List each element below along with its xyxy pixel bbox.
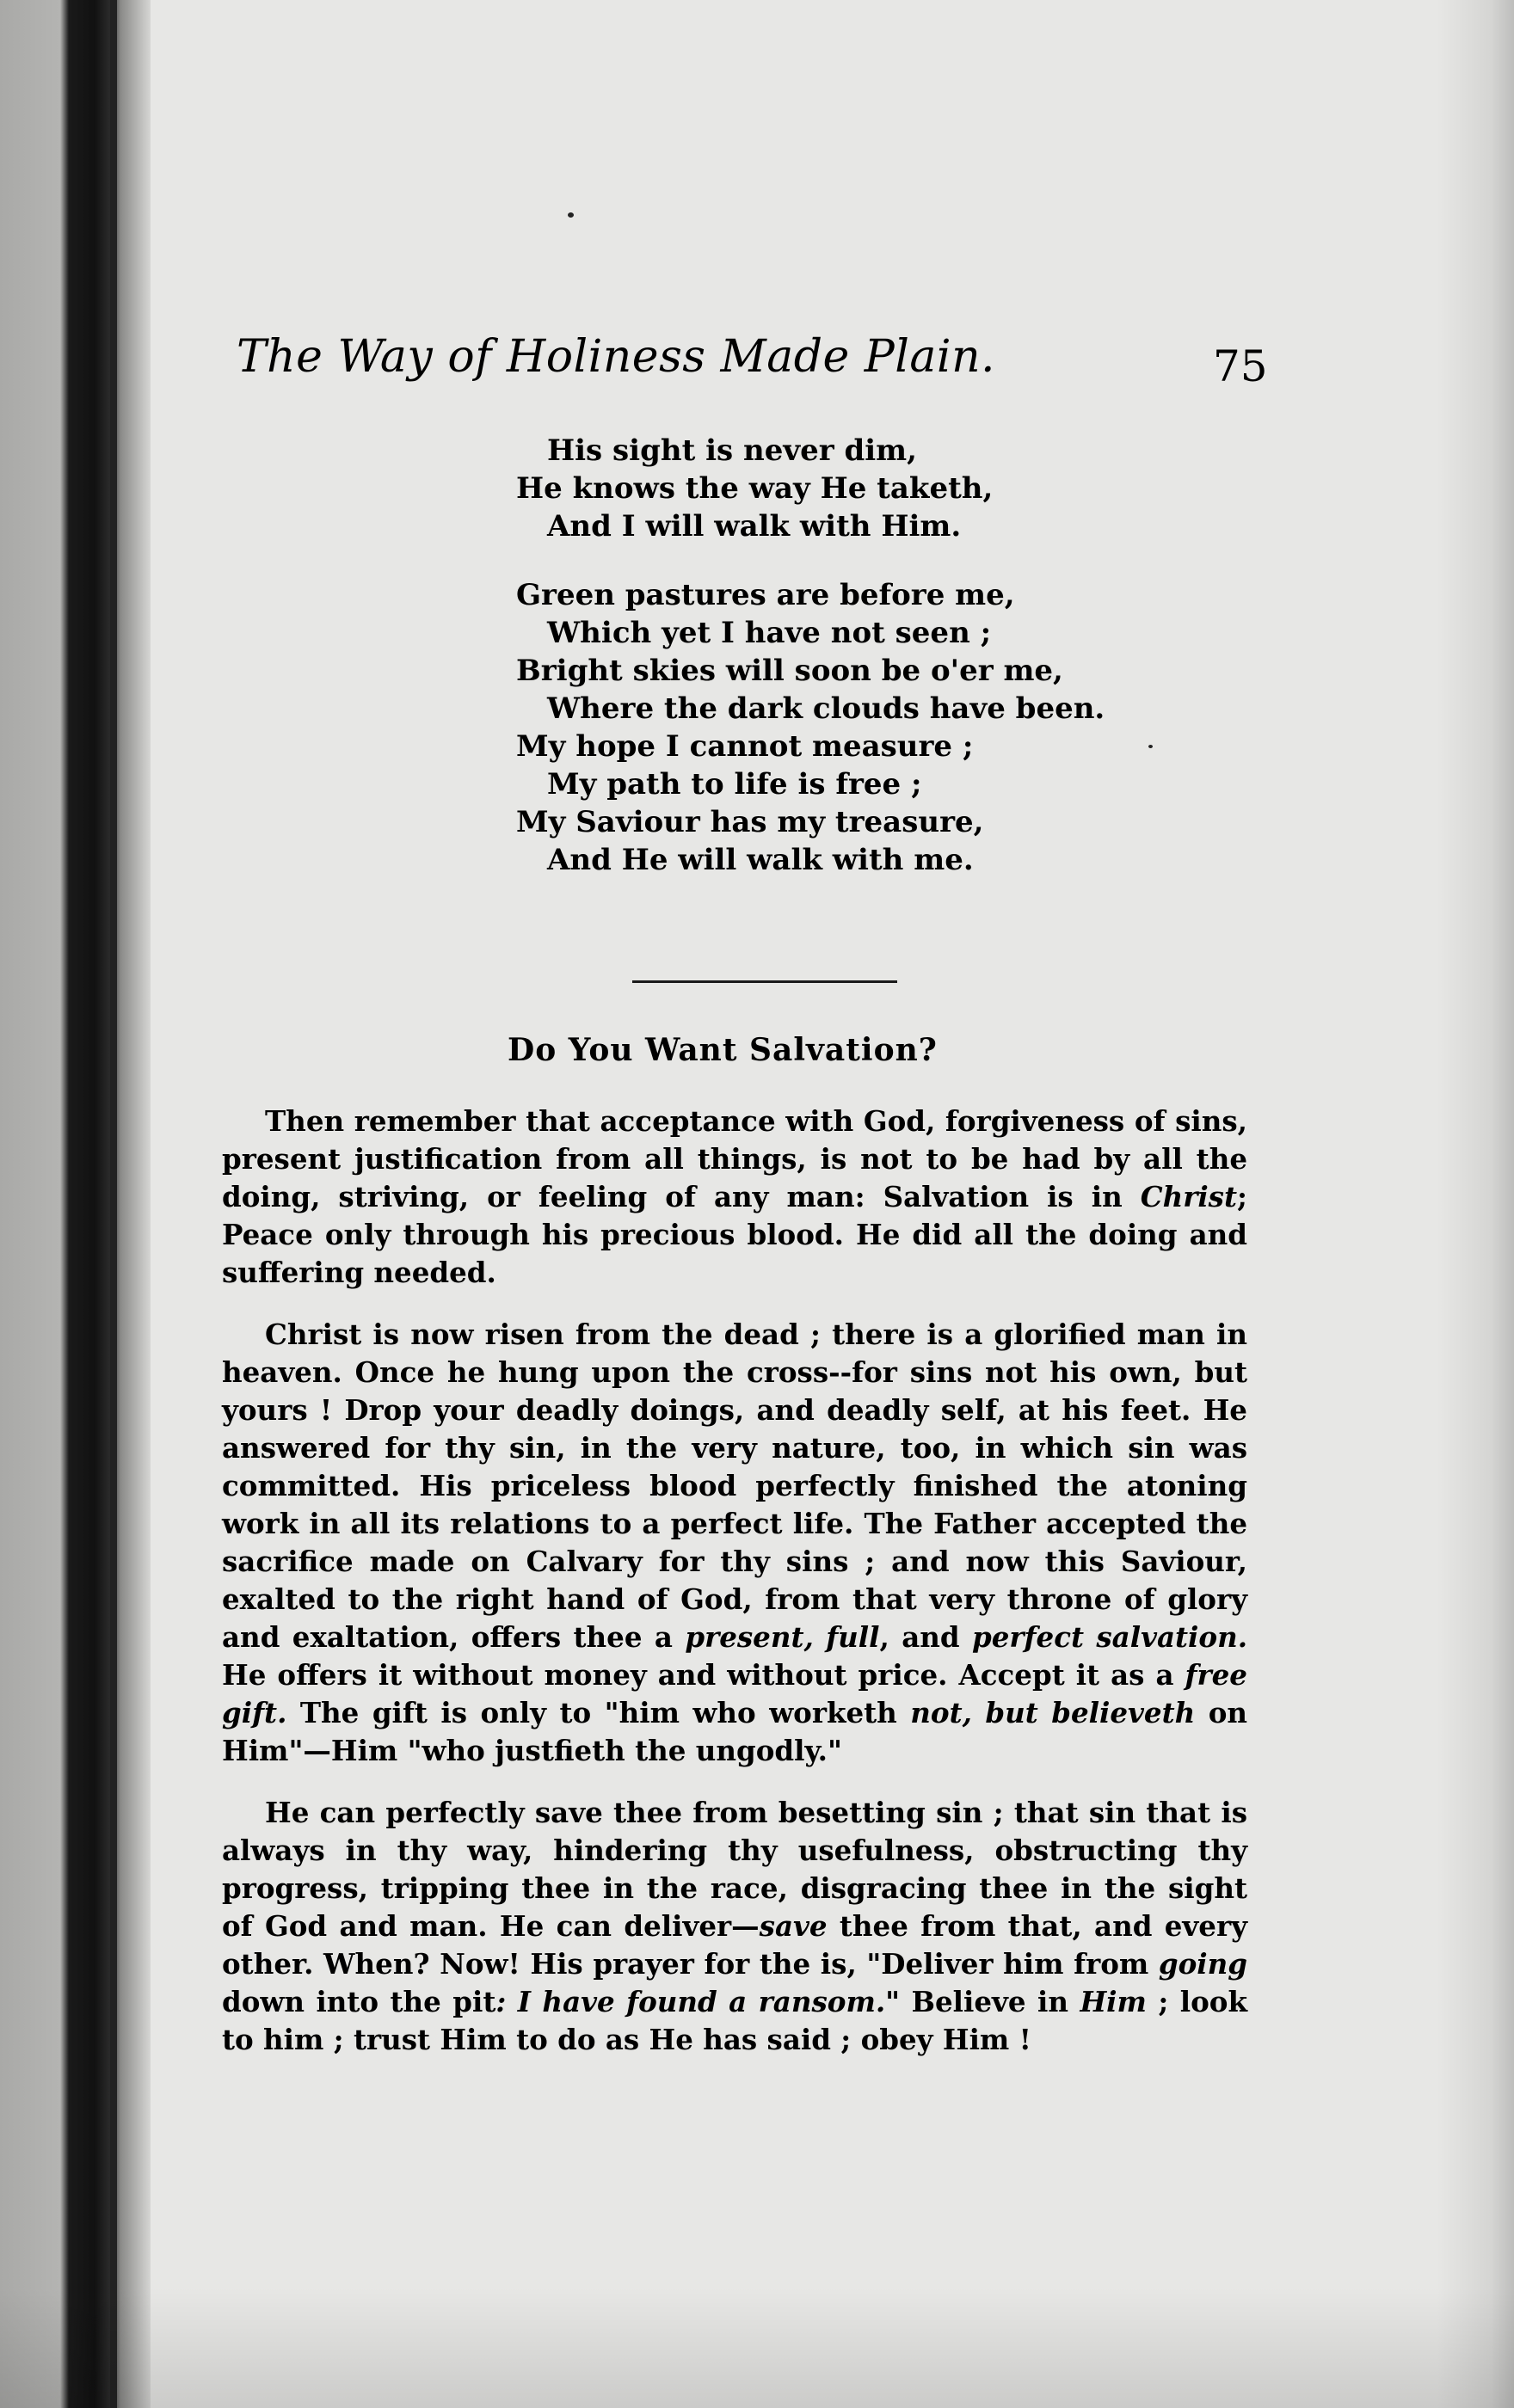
paragraph <box>222 1794 1247 2059</box>
text-run: " Believe in <box>885 1985 1080 2018</box>
italic-run: not, but believeth <box>910 1696 1196 1729</box>
italic-run: free gift. <box>222 1658 1247 1729</box>
italic-run: Christ <box>1140 1180 1237 1213</box>
text-run: ; Peace only through his precious blood. He did all the doing and suffering needed. <box>222 1180 1247 1289</box>
poem-line: Which yet I have not seen ; <box>547 616 992 650</box>
poem-line: Bright skies will soon be o'er me, <box>516 654 1063 688</box>
poem-line: And I will walk with Him. <box>547 509 962 544</box>
italic-run: Him <box>1080 1985 1147 2018</box>
text-run: The gift is only to "him who worketh <box>286 1696 911 1729</box>
poem-line: He knows the way He taketh, <box>516 471 994 506</box>
section-body <box>222 1103 1247 2083</box>
scan-speck <box>1148 745 1153 748</box>
section-heading: Do You Want Salvation? <box>508 1032 938 1068</box>
text-run: on Him"—Him "who justfieth the ungodly." <box>222 1696 1248 1767</box>
italic-run: save <box>759 1909 828 1943</box>
text-run: down into the pit <box>222 1985 496 2018</box>
running-title: The Way of Holiness Made Plain. <box>237 331 996 383</box>
text-run: Christ is now risen from the dead ; there is a glorified man in heaven. Once he hung upon the cross--for sins not his own, but yours ! Drop your deadly doings, and deadly self, at his feet. He answered for thy sin, in the very nature, too, in which sin was committed. His priceless blood perfectly finished the atoning work in all its relations to a perfect life. The Father accepted the sacrifice made on Calvary for thy sins ; and now this Saviour, exalted to the right hand of God, from that very throne of glory and exaltation, offers thee a <box>222 1318 1247 1654</box>
italic-run: perfect salvation. <box>972 1620 1248 1654</box>
binding-shadow <box>110 0 117 2408</box>
poem-line: His sight is never dim, <box>547 433 917 468</box>
page-number: 75 <box>1213 341 1268 391</box>
page-bottom-shadow <box>0 2288 1514 2408</box>
poem-stanza <box>516 576 1118 879</box>
poem <box>516 432 1118 910</box>
paragraph <box>222 1103 1247 1292</box>
poem-line: My Saviour has my treasure, <box>516 805 984 839</box>
text-run: ; look to him ; trust Him to do as He has said ; obey Him ! <box>222 1985 1247 2056</box>
poem-stanza <box>516 432 1118 545</box>
page-edge-shadow <box>1437 0 1514 2408</box>
section-divider <box>632 980 897 983</box>
text-run: Then remember that acceptance with God, forgiveness of sins, present justification from all things, is not to be had by all the doing, striving, or feeling of any man: Salvation is in <box>222 1104 1247 1213</box>
text-run: He can perfectly save thee from besetting sin ; that sin that is always in thy way, hindering thy usefulness, obstructing thy progress, tripping thee in the race, disgracing thee in the sight of God and man. He can deliver— <box>222 1796 1247 1943</box>
running-head <box>237 331 1269 408</box>
poem-line: Where the dark clouds have been. <box>547 691 1105 726</box>
scan-speck <box>568 212 574 218</box>
italic-run: present, full <box>685 1620 880 1654</box>
text-run: thee from that, and every other. When? Now! His prayer for the is, "Deliver him from <box>222 1909 1247 1981</box>
poem-line: My hope I cannot measure ; <box>516 729 974 764</box>
poem-line: My path to life is free ; <box>547 767 922 802</box>
poem-line: Green pastures are before me, <box>516 578 1015 612</box>
italic-run: : I have found a ransom. <box>495 1985 886 2018</box>
paragraph <box>222 1316 1247 1770</box>
book-gutter <box>0 0 151 2408</box>
text-run: , and <box>879 1620 973 1654</box>
text-run: He offers it without money and without price. Accept it as a <box>222 1658 1185 1692</box>
poem-line: And He will walk with me. <box>547 843 974 877</box>
italic-run: going <box>1158 1947 1247 1981</box>
